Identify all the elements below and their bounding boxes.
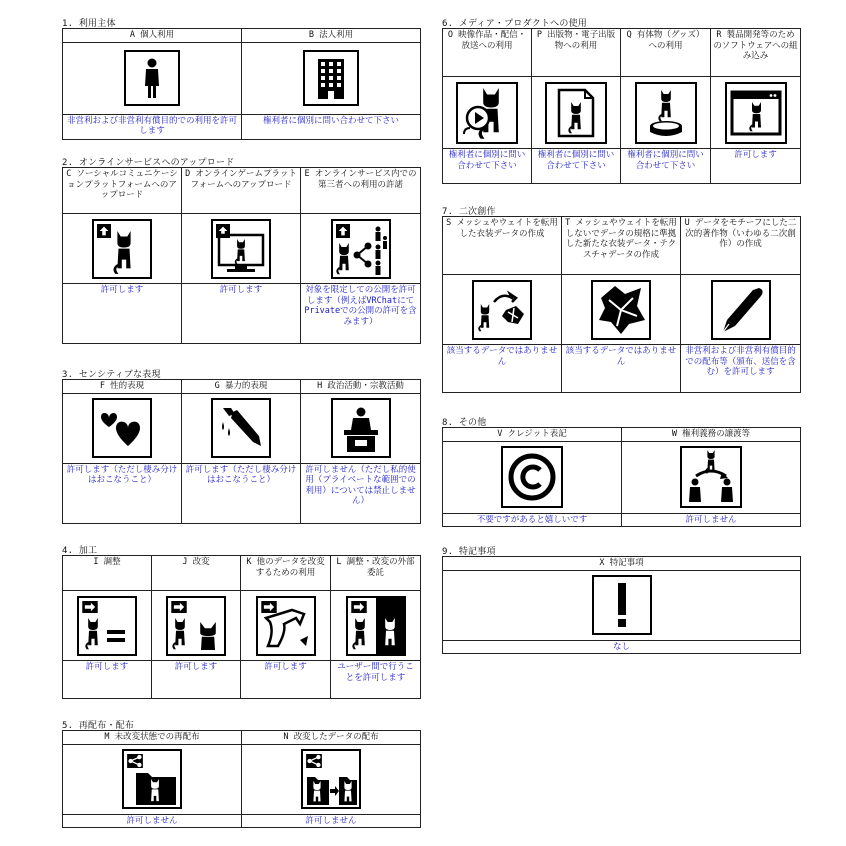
header-p: P 出版物・電子出版物への利用 — [532, 29, 621, 77]
exclamation-icon — [592, 575, 652, 635]
section-title-9: 9. 特記事項 — [442, 547, 496, 557]
upload-monitor-icon — [211, 219, 271, 279]
modify-icon — [166, 596, 226, 656]
figure-icon — [635, 82, 697, 144]
upload-cat-icon — [92, 219, 152, 279]
section-table-9 — [442, 556, 801, 654]
header-m: M 未改変状態での再配布 — [63, 731, 242, 745]
outsource-icon — [346, 596, 406, 656]
header-b: B 法人利用 — [242, 29, 421, 43]
footer-q: 権利者に個別に問い合わせて下さい — [621, 149, 711, 184]
header-n: N 改変したデータの配布 — [242, 731, 421, 745]
pen-icon — [711, 280, 771, 340]
section-table-1 — [62, 28, 421, 140]
header-w: W 権利義務の譲渡等 — [622, 428, 801, 442]
software-icon — [725, 82, 787, 144]
section-title-8: 8. その他 — [442, 418, 487, 428]
hearts-icon — [92, 398, 152, 458]
footer-j: 許可します — [152, 661, 241, 699]
person-icon — [124, 50, 180, 106]
header-v: V クレジット表記 — [443, 428, 622, 442]
footer-c: 許可します — [63, 284, 182, 344]
upload-share-icon — [331, 219, 391, 279]
footer-m: 許可しません — [63, 814, 242, 828]
header-h: H 政治活動・宗教活動 — [301, 380, 421, 394]
adjust-icon — [77, 596, 137, 656]
footer-k: 許可します — [241, 661, 331, 699]
footer-r: 許可します — [711, 149, 801, 184]
section-table-8 — [442, 427, 801, 527]
footer-d: 許可します — [182, 284, 301, 344]
header-j: J 改変 — [152, 556, 241, 591]
header-q: Q 有体物（グッズ）への利用 — [621, 29, 711, 77]
footer-x: なし — [443, 640, 801, 654]
footer-s: 該当するデータではありません — [443, 345, 562, 393]
section-table-7 — [442, 216, 801, 393]
section-title-4: 4. 加工 — [62, 546, 98, 556]
share-modified-icon — [301, 749, 361, 809]
footer-i: 許可します — [63, 661, 152, 699]
header-r: R 製品開発等のためのソフトウェアへの組み込み — [711, 29, 801, 77]
footer-w: 許可しません — [622, 513, 801, 527]
share-folder-icon — [122, 749, 182, 809]
header-l: L 調整・改変の外部委託 — [331, 556, 421, 591]
header-u: U データをモチーフにした二次的著作物（いわゆる二次創作）の作成 — [681, 217, 801, 275]
transfer-icon — [680, 446, 742, 508]
fabric-icon — [591, 280, 651, 340]
publication-icon — [545, 82, 607, 144]
header-i: I 調整 — [63, 556, 152, 591]
footer-t: 該当するデータではありません — [562, 345, 681, 393]
header-e: E オンラインサービス内での第三者への利用の許諾 — [301, 168, 421, 214]
section-title-5: 5. 再配布・配布 — [62, 721, 135, 731]
header-s: S メッシュやウェイトを転用した衣装データの作成 — [443, 217, 562, 275]
podium-icon — [331, 398, 391, 458]
section-title-2: 2. オンラインサービスへのアップロード — [62, 158, 235, 168]
footer-o: 権利者に個別に問い合わせて下さい — [443, 149, 532, 184]
header-f: F 性的表現 — [63, 380, 182, 394]
use-for-other-icon — [256, 596, 316, 656]
copyright-icon — [501, 446, 563, 508]
building-icon — [303, 50, 359, 106]
header-a: A 個人利用 — [63, 29, 242, 43]
header-t: T メッシュやウェイトを転用しないでデータの規格に準拠した新たな衣装データ・テクスチャデータの作成 — [562, 217, 681, 275]
knife-icon — [211, 398, 271, 458]
footer-h: 許可しません（ただし私的使用（プライベートな範囲での利用）については禁止しません） — [301, 463, 421, 523]
footer-n: 許可しません — [242, 814, 421, 828]
footer-l: ユーザー間で行うことを許可します — [331, 661, 421, 699]
section-title-7: 7. 二次創作 — [442, 207, 496, 217]
header-k: K 他のデータを改変するための利用 — [241, 556, 331, 591]
footer-e: 対象を限定しての公開を許可します（例えばVRChatにてPrivateでの公開の許可を含みます） — [301, 284, 421, 344]
section-title-3: 3. センシティブな表現 — [62, 370, 161, 380]
header-d: D オンラインゲームプラットフォームへのアップロード — [182, 168, 301, 214]
footer-v: 不要ですがあると嬉しいです — [443, 513, 622, 527]
footer-u: 非営利および非営利有償目的での配布等（頒布、送信を含む）を許可します — [681, 345, 801, 393]
section-table-2 — [62, 167, 421, 344]
section-table-3 — [62, 379, 421, 524]
footer-p: 権利者に個別に問い合わせて下さい — [532, 149, 621, 184]
section-table-6 — [442, 28, 801, 184]
header-c: C ソーシャルコミュニケーションプラットフォームへのアップロード — [63, 168, 182, 214]
footer-g: 許可します（ただし棲み分けはおこなうこと） — [182, 463, 301, 523]
mesh-transfer-icon — [472, 280, 532, 340]
footer-b: 権利者に個別に問い合わせて下さい — [242, 114, 421, 139]
footer-a: 非営利および非営利有償目的での利用を許可します — [63, 114, 242, 139]
section-title-6: 6. メディア・プロダクトへの使用 — [442, 19, 587, 29]
footer-f: 許可します（ただし棲み分けはおこなうこと） — [63, 463, 182, 523]
header-o: O 映像作品・配信・放送への利用 — [443, 29, 532, 77]
section-table-4 — [62, 555, 421, 699]
section-table-5 — [62, 730, 421, 828]
header-g: G 暴力的表現 — [182, 380, 301, 394]
section-title-1: 1. 利用主体 — [62, 19, 116, 29]
video-icon — [456, 82, 518, 144]
header-x: X 特記事項 — [443, 557, 801, 571]
